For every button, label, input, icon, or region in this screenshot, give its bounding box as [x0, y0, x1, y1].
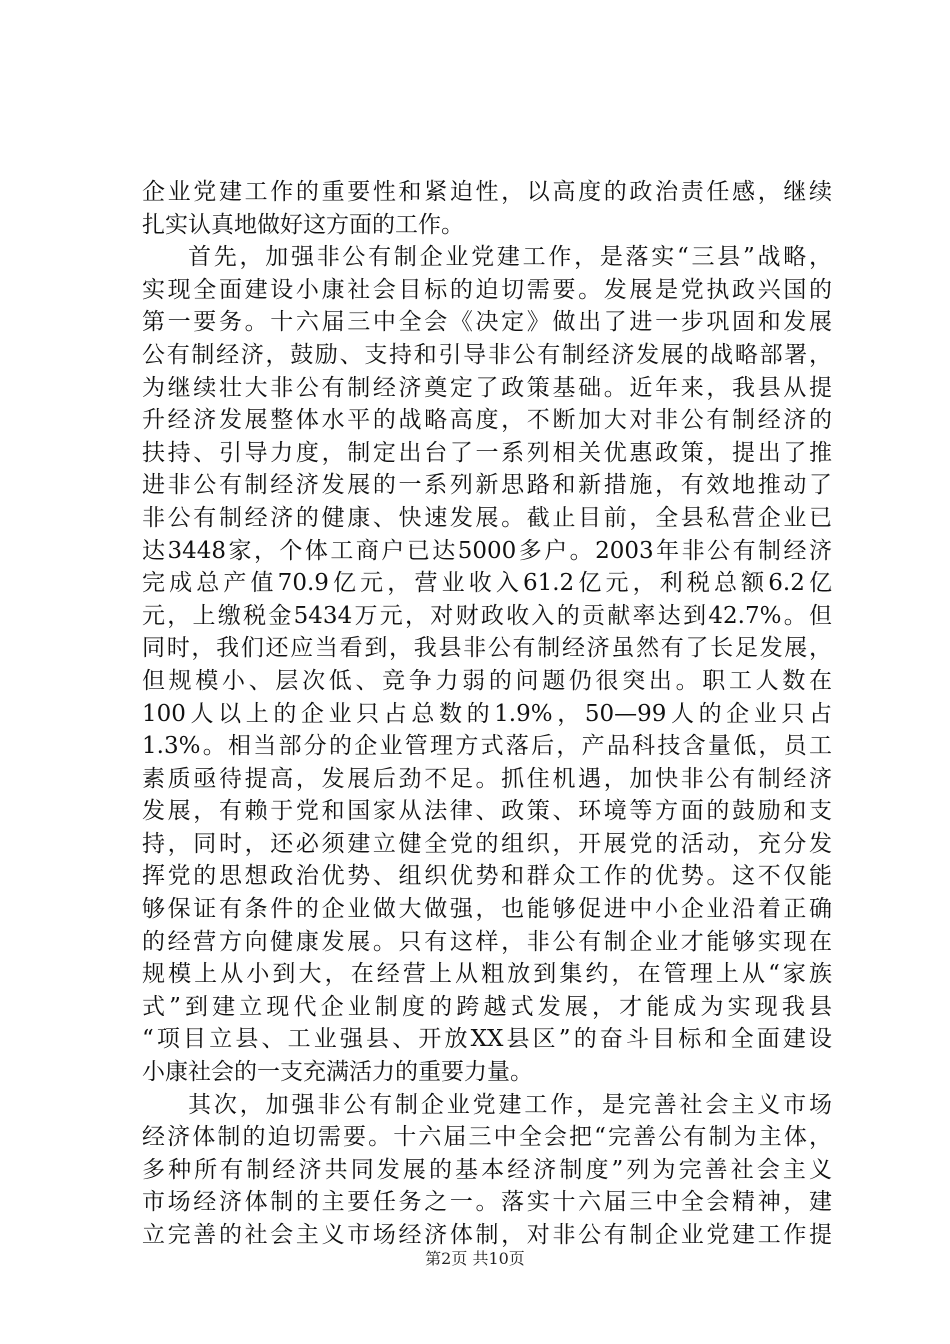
- text-line: 为继续壮大非公有制经济奠定了政策基础。近年来，我县从提: [142, 374, 832, 401]
- text-line: 公有制经济，鼓励、支持和引导非公有制经济发展的战略部署，: [142, 341, 832, 368]
- text-line: 其次，加强非公有制企业党建工作，是完善社会主义市场: [188, 1091, 832, 1118]
- text-line: 的经营方向健康发展。只有这样，非公有制企业才能够实现在: [142, 928, 832, 955]
- document-body: [142, 176, 832, 1252]
- text-line: 经济体制的迫切需要。十六届三中全会把“完善公有制为主体，: [142, 1124, 832, 1151]
- text-line: 素质亟待提高，发展后劲不足。抓住机遇，加快非公有制经济: [142, 765, 832, 792]
- text-line: 规模上从小到大，在经营上从粗放到集约，在管理上从“家族: [142, 961, 832, 988]
- text-line: 市场经济体制的主要任务之一。落实十六届三中全会精神，建: [142, 1189, 832, 1216]
- text-line: 式”到建立现代企业制度的跨越式发展，才能成为实现我县: [142, 993, 832, 1020]
- text-line: 同时，我们还应当看到，我县非公有制经济虽然有了长足发展，: [142, 635, 832, 662]
- text-line: 立完善的社会主义市场经济体制，对非公有制企业党建工作提: [142, 1222, 832, 1248]
- text-line: “项目立县、工业强县、开放XX县区”的奋斗目标和全面建设: [142, 1026, 832, 1053]
- text-line: 挥党的思想政治优势、组织优势和群众工作的优势。这不仅能: [142, 863, 832, 890]
- text-line: 100人以上的企业只占总数的1.9%，50—99人的企业只占: [142, 700, 832, 727]
- text-line: 扎实认真地做好这方面的工作。: [142, 211, 464, 238]
- text-line: 扶持、引导力度，制定出台了一系列相关优惠政策，提出了推: [142, 439, 832, 466]
- text-line: 1.3%。相当部分的企业管理方式落后，产品科技含量低，员工: [142, 733, 832, 760]
- text-line: 达3448家，个体工商户已达5000多户。2003年非公有制经济: [142, 537, 832, 564]
- text-line: 持，同时，还必须建立健全党的组织，开展党的活动，充分发: [142, 830, 832, 857]
- text-line: 实现全面建设小康社会目标的迫切需要。发展是党执政兴国的: [142, 276, 832, 303]
- text-line: 第一要务。十六届三中全会《决定》做出了进一步巩固和发展: [142, 309, 832, 336]
- page-footer: 第2页 共10页: [425, 1249, 525, 1268]
- text-line: 够保证有条件的企业做大做强，也能够促进中小企业沿着正确: [142, 896, 832, 923]
- text-line: 非公有制经济的健康、快速发展。截止目前，全县私营企业已: [142, 504, 832, 531]
- text-line: 多种所有制经济共同发展的基本经济制度”列为完善社会主义: [142, 1156, 832, 1183]
- text-line: 但规模小、层次低、竞争力弱的问题仍很突出。职工人数在: [142, 667, 832, 694]
- text-line: 完成总产值70.9亿元，营业收入61.2亿元，利税总额6.2亿: [142, 570, 832, 597]
- text-line: 升经济发展整体水平的战略高度，不断加大对非公有制经济的: [142, 407, 832, 434]
- text-line: 小康社会的一支充满活力的重要力量。: [142, 1059, 533, 1086]
- text-line: 元，上缴税金5434万元，对财政收入的贡献率达到42.7%。但: [142, 602, 832, 629]
- text-line: 发展，有赖于党和国家从法律、政策、环境等方面的鼓励和支: [142, 798, 832, 825]
- text-line: 首先，加强非公有制企业党建工作，是落实“三县”战略，: [188, 244, 832, 271]
- text-line: 进非公有制经济发展的一系列新思路和新措施，有效地推动了: [142, 472, 832, 499]
- text-line: 企业党建工作的重要性和紧迫性，以高度的政治责任感，继续: [142, 179, 832, 205]
